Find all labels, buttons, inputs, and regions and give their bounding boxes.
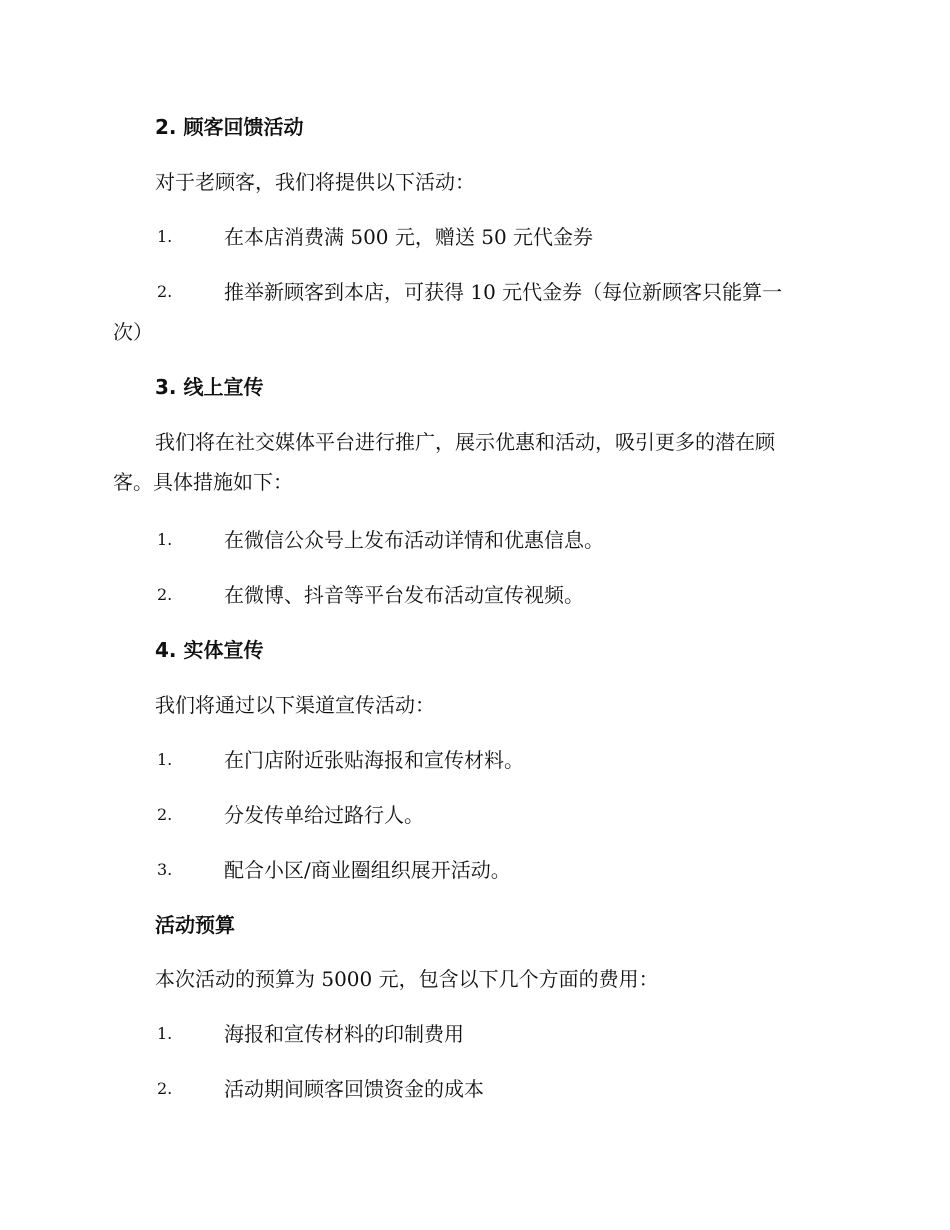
list-item-text: 在微信公众号上发布活动详情和优惠信息。	[224, 528, 604, 552]
list-number: 1.	[157, 227, 173, 246]
list-item-text: 海报和宣传材料的印制费用	[224, 1022, 464, 1046]
paragraph-line: 客。具体措施如下：	[113, 470, 293, 494]
list-item-text: 推举新顾客到本店，可获得 10 元代金券（每位新顾客只能算一	[224, 280, 783, 304]
section-heading: 2. 顾客回馈活动	[155, 115, 304, 139]
list-item-text: 活动期间顾客回馈资金的成本	[224, 1077, 484, 1101]
list-number: 2.	[157, 805, 173, 824]
section-heading: 4. 实体宣传	[155, 638, 264, 662]
list-number: 1.	[157, 1024, 173, 1043]
paragraph: 本次活动的预算为 5000 元，包含以下几个方面的费用：	[155, 967, 659, 991]
section-heading: 3. 线上宣传	[155, 375, 264, 399]
paragraph: 我们将通过以下渠道宣传活动：	[155, 693, 435, 717]
list-item-text: 配合小区/商业圈组织展开活动。	[224, 858, 511, 882]
list-item-text: 在微博、抖音等平台发布活动宣传视频。	[224, 583, 584, 607]
list-number: 3.	[157, 860, 173, 879]
list-item-continuation: 次）	[113, 320, 153, 344]
list-item-text: 在门店附近张贴海报和宣传材料。	[224, 748, 524, 772]
paragraph-line: 我们将在社交媒体平台进行推广，展示优惠和活动，吸引更多的潜在顾	[155, 430, 775, 454]
list-number: 2.	[157, 585, 173, 604]
list-number: 2.	[157, 282, 173, 301]
section-heading: 活动预算	[155, 913, 235, 937]
list-number: 1.	[157, 530, 173, 549]
list-item-text: 在本店消费满 500 元，赠送 50 元代金券	[224, 225, 594, 249]
list-number: 1.	[157, 750, 173, 769]
paragraph: 对于老顾客，我们将提供以下活动：	[155, 170, 475, 194]
list-number: 2.	[157, 1079, 173, 1098]
list-item-text: 分发传单给过路行人。	[224, 803, 424, 827]
